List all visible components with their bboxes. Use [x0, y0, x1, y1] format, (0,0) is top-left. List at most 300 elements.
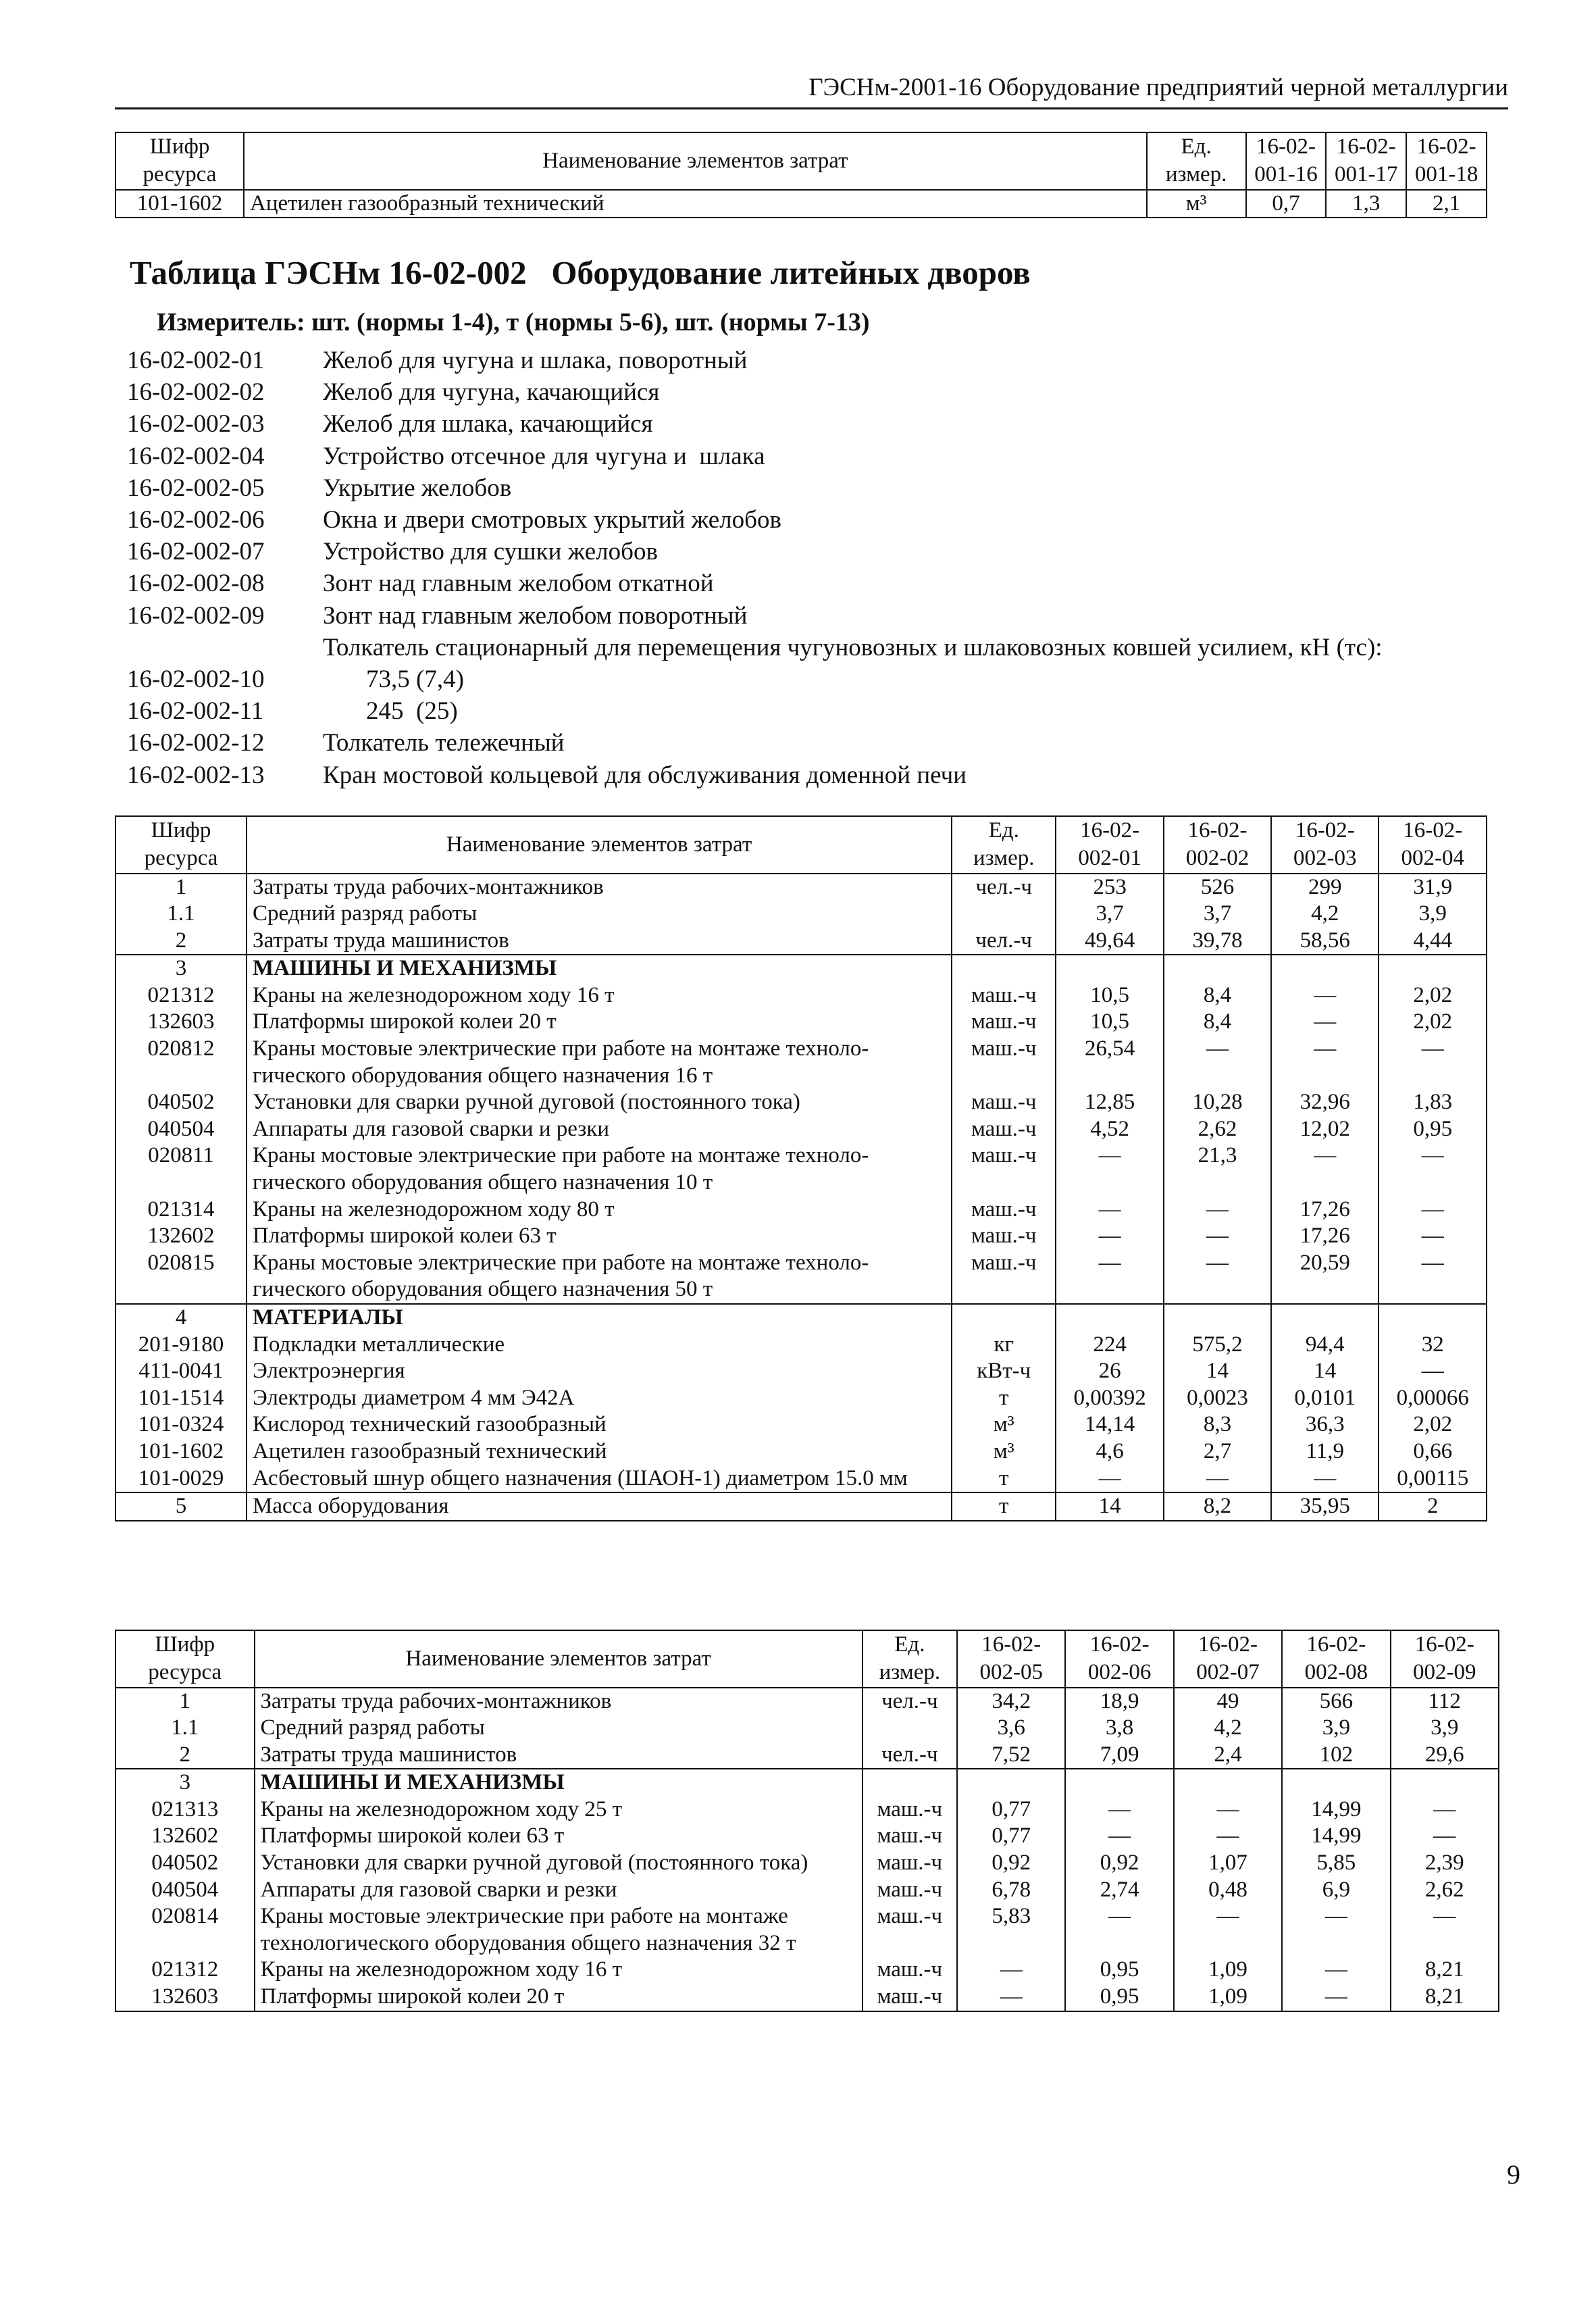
- unit: маш.-ч: [952, 1142, 1056, 1196]
- norm-value: 21,3: [1164, 1142, 1271, 1196]
- table-row: [115, 1116, 1487, 1143]
- resource-name: Краны на железнодорожном ходу 80 т: [247, 1197, 952, 1224]
- unit: т: [952, 1465, 1056, 1493]
- norm-value: —: [1065, 1796, 1173, 1823]
- header-code: Шифр ресурса: [115, 132, 244, 190]
- resource-code: 4: [115, 1304, 247, 1332]
- norm-value: 526: [1164, 874, 1271, 901]
- norm-value: —: [957, 1984, 1065, 2011]
- norm-text: Устройство для сушки желобов: [323, 538, 658, 566]
- norm-value: 10,5: [1056, 982, 1164, 1009]
- table-row: [115, 1142, 1487, 1196]
- resource-name: Установки для сварки ручной дуговой (постоянного тока): [247, 1089, 952, 1116]
- norm-value: —: [1065, 1903, 1173, 1957]
- unit: чел.-ч: [952, 928, 1056, 955]
- norm-value: —: [1056, 1465, 1164, 1493]
- resource-name: Платформы широкой колеи 63 т: [255, 1823, 863, 1850]
- resource-name: Краны на железнодорожном ходу 25 т: [255, 1796, 863, 1823]
- norm-value: 8,4: [1164, 982, 1271, 1009]
- norm-value: —: [1164, 1223, 1271, 1250]
- norm-value: 0,92: [957, 1850, 1065, 1877]
- resource-code: 2: [115, 1742, 255, 1769]
- norm-value: 0,95: [1065, 1984, 1173, 2011]
- norm-value: 35,95: [1271, 1492, 1379, 1521]
- norm-value: [1391, 1769, 1499, 1796]
- unit: маш.-ч: [952, 982, 1056, 1009]
- unit: маш.-ч: [863, 1877, 957, 1904]
- table-row: [115, 1715, 1499, 1742]
- cost-table-001: [115, 132, 1487, 218]
- table-header-row: [115, 132, 1487, 190]
- norm-text: Желоб для чугуна и шлака, поворотный: [323, 347, 748, 374]
- unit: кг: [952, 1332, 1056, 1359]
- header-norm-column: 16-02-002-04: [1379, 816, 1487, 874]
- table-row: [115, 1492, 1487, 1521]
- resource-code: 021312: [115, 982, 247, 1009]
- norm-value: —: [957, 1957, 1065, 1984]
- norm-value: —: [1379, 1250, 1487, 1304]
- header-code: Шифр ресурса: [115, 1630, 255, 1688]
- norm-code: 16-02-002-07: [127, 538, 265, 566]
- unit: м³: [952, 1411, 1056, 1438]
- resource-name: Электроэнергия: [247, 1358, 952, 1385]
- resource-name: Асбестовый шнур общего назначения (ШАОН-1) диаметром 15.0 мм: [247, 1465, 952, 1493]
- resource-name: Платформы широкой колеи 63 т: [247, 1223, 952, 1250]
- table-row: [115, 901, 1487, 928]
- table-row: [115, 1984, 1499, 2011]
- norm-value: 0,66: [1379, 1438, 1487, 1465]
- norm-value: 2,4: [1174, 1742, 1282, 1769]
- resource-code: 132603: [115, 1009, 247, 1036]
- table-row: [115, 1036, 1487, 1089]
- norm-value: —: [1379, 1223, 1487, 1250]
- norm-value: 6,9: [1282, 1877, 1390, 1904]
- header-norm-column: 16-02-002-03: [1271, 816, 1379, 874]
- unit: маш.-ч: [863, 1796, 957, 1823]
- norm-value: 1,09: [1174, 1957, 1282, 1984]
- norm-item: [127, 536, 1383, 568]
- norm-value: 1,09: [1174, 1984, 1282, 2011]
- norm-text: Устройство отсечное для чугуна и шлака: [323, 442, 765, 470]
- norm-value: 575,2: [1164, 1332, 1271, 1359]
- norm-value: 3,8: [1065, 1715, 1173, 1742]
- unit: маш.-ч: [863, 1957, 957, 1984]
- norm-value: 8,21: [1391, 1984, 1499, 2011]
- resource-name: Краны на железнодорожном ходу 16 т: [247, 982, 952, 1009]
- norm-value: 8,2: [1164, 1492, 1271, 1521]
- table-row: [115, 982, 1487, 1009]
- norm-code: 16-02-002-09: [127, 601, 265, 630]
- norm-value: 0,0101: [1271, 1385, 1379, 1412]
- norm-value: —: [1271, 1142, 1379, 1196]
- unit: [952, 1304, 1056, 1332]
- unit: маш.-ч: [952, 1009, 1056, 1036]
- resource-name: МАТЕРИАЛЫ: [247, 1304, 952, 1332]
- resource-code: 101-1602: [115, 190, 244, 218]
- norm-value: 36,3: [1271, 1411, 1379, 1438]
- resource-name: Подкладки металлические: [247, 1332, 952, 1359]
- norm-value: —: [1271, 982, 1379, 1009]
- resource-name: Краны мостовые электрические при работе на монтаже техноло-гического оборудования общего назначения 16 т: [247, 1036, 952, 1089]
- resource-code: 1: [115, 1688, 255, 1715]
- resource-code: 101-0324: [115, 1411, 247, 1438]
- header-norm-column: 16-02-001-16: [1246, 132, 1327, 190]
- norm-value: 0,77: [957, 1823, 1065, 1850]
- norm-text: Толкатель тележечный: [323, 729, 565, 757]
- norm-value: 7,52: [957, 1742, 1065, 1769]
- norm-value: 31,9: [1379, 874, 1487, 901]
- resource-code: 021314: [115, 1197, 247, 1224]
- norm-text: Укрытие желобов: [323, 474, 512, 502]
- page-number: 9: [1507, 2159, 1520, 2190]
- norm-value: 10,28: [1164, 1089, 1271, 1116]
- table-row: [115, 1250, 1487, 1304]
- header-norm-column: 16-02-001-17: [1326, 132, 1406, 190]
- measure-unit-line: Измеритель: шт. (нормы 1-4), т (нормы 5-6), шт. (нормы 7-13): [157, 308, 870, 336]
- norm-value: —: [1056, 1223, 1164, 1250]
- unit: маш.-ч: [952, 1250, 1056, 1304]
- norm-value: 0,95: [1065, 1957, 1173, 1984]
- table-row: [115, 1957, 1499, 1984]
- norm-item: [127, 376, 1383, 408]
- resource-code: 132603: [115, 1984, 255, 2011]
- norm-value: [1282, 1769, 1390, 1796]
- resource-code: 2: [115, 928, 247, 955]
- norm-value: [1379, 1304, 1487, 1332]
- norm-value: 4,44: [1379, 928, 1487, 955]
- table-header-row: [115, 1630, 1499, 1688]
- resource-code: 3: [115, 955, 247, 982]
- norm-value: 2,02: [1379, 1411, 1487, 1438]
- norm-value: 0,77: [957, 1796, 1065, 1823]
- resource-name: Аппараты для газовой сварки и резки: [255, 1877, 863, 1904]
- norm-value: 2: [1379, 1492, 1487, 1521]
- resource-name: Краны мостовые электрические при работе на монтаже техноло-гического оборудования общего назначения 50 т: [247, 1250, 952, 1304]
- norm-value: —: [1164, 1197, 1271, 1224]
- norm-item: [127, 600, 1383, 632]
- resource-name: Затраты труда машинистов: [247, 928, 952, 955]
- norm-item: [127, 759, 1383, 791]
- table-header-row: [115, 816, 1487, 874]
- table-row: [115, 1903, 1499, 1957]
- header-name: Наименование элементов затрат: [247, 816, 952, 874]
- norm-value: 12,02: [1271, 1116, 1379, 1143]
- resource-code: 411-0041: [115, 1358, 247, 1385]
- norm-item: [127, 441, 1383, 472]
- norm-code: 16-02-002-12: [127, 729, 265, 757]
- resource-name: Установки для сварки ручной дуговой (постоянного тока): [255, 1850, 863, 1877]
- resource-code: 040504: [115, 1877, 255, 1904]
- norm-value: 2,02: [1379, 982, 1487, 1009]
- header-norm-column: 16-02-002-01: [1056, 816, 1164, 874]
- resource-code: 132602: [115, 1223, 247, 1250]
- norm-value: 102: [1282, 1742, 1390, 1769]
- norm-value: [1056, 955, 1164, 982]
- resource-code: 101-0029: [115, 1465, 247, 1493]
- table-row: [115, 1358, 1487, 1385]
- norm-value: —: [1271, 1009, 1379, 1036]
- resource-code: 3: [115, 1769, 255, 1796]
- unit: маш.-ч: [952, 1036, 1056, 1089]
- table-row: [115, 1411, 1487, 1438]
- table-row: [115, 1742, 1499, 1769]
- unit: чел.-ч: [952, 874, 1056, 901]
- norm-value: 0,48: [1174, 1877, 1282, 1904]
- norm-value: [1174, 1769, 1282, 1796]
- norm-value: —: [1282, 1957, 1390, 1984]
- norm-item: [127, 727, 1383, 759]
- table-row: [115, 1438, 1487, 1465]
- resource-name: Аппараты для газовой сварки и резки: [247, 1116, 952, 1143]
- unit: т: [952, 1385, 1056, 1412]
- norm-value: —: [1379, 1142, 1487, 1196]
- header-norm-column: 16-02-002-07: [1174, 1630, 1282, 1688]
- unit: м³: [952, 1438, 1056, 1465]
- norm-value: [1164, 955, 1271, 982]
- resource-name: Электроды диаметром 4 мм Э42А: [247, 1385, 952, 1412]
- norm-value: 14,14: [1056, 1411, 1164, 1438]
- norm-value: 10,5: [1056, 1009, 1164, 1036]
- norm-code: 16-02-002-02: [127, 378, 265, 407]
- norm-value: 14,99: [1282, 1823, 1390, 1850]
- resource-code: 201-9180: [115, 1332, 247, 1359]
- resource-name: Масса оборудования: [247, 1492, 952, 1521]
- norm-value: 8,3: [1164, 1411, 1271, 1438]
- unit: маш.-ч: [952, 1197, 1056, 1224]
- norm-value: 2,74: [1065, 1877, 1173, 1904]
- resource-name: Краны на железнодорожном ходу 16 т: [255, 1957, 863, 1984]
- norm-value: 4,6: [1056, 1438, 1164, 1465]
- table-row: [115, 1877, 1499, 1904]
- norm-value: 299: [1271, 874, 1379, 901]
- norm-item: [127, 663, 1383, 695]
- resource-code: 5: [115, 1492, 247, 1521]
- header-name: Наименование элементов затрат: [255, 1630, 863, 1688]
- norm-value: [1379, 955, 1487, 982]
- header-name: Наименование элементов затрат: [244, 132, 1147, 190]
- table-row: [115, 1465, 1487, 1493]
- resource-name: Ацетилен газообразный технический: [244, 190, 1147, 218]
- norms-list: [127, 345, 1383, 791]
- norm-value: 566: [1282, 1688, 1390, 1715]
- unit: маш.-ч: [952, 1089, 1056, 1116]
- norm-value: —: [1391, 1823, 1499, 1850]
- norm-text: Желоб для чугуна, качающийся: [323, 378, 660, 407]
- resource-code: 101-1602: [115, 1438, 247, 1465]
- norm-code: [127, 632, 323, 663]
- norm-value: 14: [1271, 1358, 1379, 1385]
- norm-value: 224: [1056, 1332, 1164, 1359]
- norm-value: 94,4: [1271, 1332, 1379, 1359]
- norm-value: [957, 1769, 1065, 1796]
- norm-value: 39,78: [1164, 928, 1271, 955]
- table-row: [115, 1332, 1487, 1359]
- norm-value: —: [1056, 1197, 1164, 1224]
- resource-name: Средний разряд работы: [255, 1715, 863, 1742]
- table-row: [115, 1688, 1499, 1715]
- norm-value: —: [1164, 1036, 1271, 1089]
- norm-item: [127, 695, 1383, 727]
- norm-value: 0,00115: [1379, 1465, 1487, 1493]
- norm-value: 4,2: [1271, 901, 1379, 928]
- table-row: [115, 190, 1487, 218]
- norm-item: [127, 408, 1383, 440]
- table-row: [115, 1089, 1487, 1116]
- unit: кВт-ч: [952, 1358, 1056, 1385]
- norm-item: [127, 568, 1383, 599]
- unit: маш.-ч: [863, 1903, 957, 1957]
- norm-value: 11,9: [1271, 1438, 1379, 1465]
- norm-value: 20,59: [1271, 1250, 1379, 1304]
- norm-text: Толкатель стационарный для перемещения чугуновозных и шлаковозных ковшей усилием, кН (тс):: [323, 633, 1383, 661]
- norm-value: 34,2: [957, 1688, 1065, 1715]
- resource-code: 020812: [115, 1036, 247, 1089]
- norm-value: 2,7: [1164, 1438, 1271, 1465]
- table-row: [115, 1796, 1499, 1823]
- resource-code: 040502: [115, 1089, 247, 1116]
- table-row: [115, 1223, 1487, 1250]
- norm-value: 32,96: [1271, 1089, 1379, 1116]
- norm-value: 14: [1056, 1492, 1164, 1521]
- norm-item: [127, 632, 1383, 663]
- unit: [863, 1715, 957, 1742]
- norm-value: [1065, 1769, 1173, 1796]
- table-row: [115, 1850, 1499, 1877]
- norm-item: [127, 504, 1383, 536]
- norm-value: 1,07: [1174, 1850, 1282, 1877]
- resource-code: 101-1514: [115, 1385, 247, 1412]
- norm-value: 0,7: [1246, 190, 1327, 218]
- resource-name: МАШИНЫ И МЕХАНИЗМЫ: [247, 955, 952, 982]
- unit: маш.-ч: [863, 1850, 957, 1877]
- header-unit: Ед. измер.: [863, 1630, 957, 1688]
- norm-value: 8,4: [1164, 1009, 1271, 1036]
- norm-code: 16-02-002-11: [127, 697, 264, 726]
- header-norm-column: 16-02-002-06: [1065, 1630, 1173, 1688]
- norm-value: 0,95: [1379, 1116, 1487, 1143]
- norm-value: 6,78: [957, 1877, 1065, 1904]
- resource-code: 020811: [115, 1142, 247, 1196]
- norm-code: 16-02-002-06: [127, 506, 265, 534]
- table-row: [115, 1769, 1499, 1796]
- unit: [952, 955, 1056, 982]
- header-norm-column: 16-02-002-08: [1282, 1630, 1390, 1688]
- resource-code: 040502: [115, 1850, 255, 1877]
- norm-value: —: [1174, 1823, 1282, 1850]
- norm-value: —: [1056, 1250, 1164, 1304]
- resource-name: Кислород технический газообразный: [247, 1411, 952, 1438]
- norm-value: —: [1164, 1465, 1271, 1493]
- norm-value: —: [1282, 1984, 1390, 2011]
- norm-value: —: [1391, 1796, 1499, 1823]
- norm-value: —: [1271, 1465, 1379, 1493]
- norm-value: 26: [1056, 1358, 1164, 1385]
- norm-value: [1271, 955, 1379, 982]
- table-row: [115, 874, 1487, 901]
- norm-value: 17,26: [1271, 1223, 1379, 1250]
- unit: маш.-ч: [952, 1116, 1056, 1143]
- page-header: ГЭСНм-2001-16 Оборудование предприятий черной металлургии: [115, 73, 1508, 109]
- resource-code: 021313: [115, 1796, 255, 1823]
- norm-code: 16-02-002-10: [127, 665, 265, 694]
- norm-value: —: [1174, 1903, 1282, 1957]
- norm-text: Кран мостовой кольцевой для обслуживания доменной печи: [323, 761, 967, 789]
- resource-name: Ацетилен газообразный технический: [247, 1438, 952, 1465]
- table-row: [115, 1197, 1487, 1224]
- table-row: [115, 1385, 1487, 1412]
- norm-value: —: [1379, 1036, 1487, 1089]
- norm-value: 14: [1164, 1358, 1271, 1385]
- table-row: [115, 955, 1487, 982]
- norm-value: 253: [1056, 874, 1164, 901]
- resource-name: Затраты труда рабочих-монтажников: [247, 874, 952, 901]
- norm-value: 5,85: [1282, 1850, 1390, 1877]
- norm-value: 17,26: [1271, 1197, 1379, 1224]
- resource-name: Затраты труда машинистов: [255, 1742, 863, 1769]
- header-norm-column: 16-02-002-09: [1391, 1630, 1499, 1688]
- norm-text: Окна и двери смотровых укрытий желобов: [323, 506, 781, 534]
- table-row: [115, 928, 1487, 955]
- norm-code: 16-02-002-08: [127, 570, 265, 598]
- resource-name: МАШИНЫ И МЕХАНИЗМЫ: [255, 1769, 863, 1796]
- norm-item: [127, 472, 1383, 504]
- norm-value: 0,0023: [1164, 1385, 1271, 1412]
- norm-value: 4,52: [1056, 1116, 1164, 1143]
- norm-value: 0,92: [1065, 1850, 1173, 1877]
- norm-value: 1,3: [1326, 190, 1406, 218]
- norm-value: 29,6: [1391, 1742, 1499, 1769]
- resource-code: 1: [115, 874, 247, 901]
- norm-value: 5,83: [957, 1903, 1065, 1957]
- unit: чел.-ч: [863, 1688, 957, 1715]
- header-code: Шифр ресурса: [115, 816, 247, 874]
- resource-code: 132602: [115, 1823, 255, 1850]
- norm-value: 2,62: [1391, 1877, 1499, 1904]
- norm-text: Зонт над главным желобом откатной: [323, 570, 714, 598]
- norm-text: Желоб для шлака, качающийся: [323, 410, 653, 438]
- resource-name: Платформы широкой колеи 20 т: [255, 1984, 863, 2011]
- norm-value: —: [1379, 1197, 1487, 1224]
- norm-value: —: [1065, 1823, 1173, 1850]
- unit: маш.-ч: [863, 1823, 957, 1850]
- norm-value: 3,6: [957, 1715, 1065, 1742]
- norm-value: —: [1056, 1142, 1164, 1196]
- resource-code: 020814: [115, 1903, 255, 1957]
- cost-table-002-part1: [115, 815, 1487, 1521]
- header-norm-column: 16-02-002-05: [957, 1630, 1065, 1688]
- norm-text: 245 (25): [366, 697, 458, 726]
- norm-item: [127, 345, 1383, 376]
- norm-value: 0,00392: [1056, 1385, 1164, 1412]
- norm-value: 0,00066: [1379, 1385, 1487, 1412]
- unit: м³: [1147, 190, 1246, 218]
- norm-value: 2,39: [1391, 1850, 1499, 1877]
- norm-value: 3,9: [1282, 1715, 1390, 1742]
- norm-value: —: [1379, 1358, 1487, 1385]
- norm-value: [1056, 1304, 1164, 1332]
- norm-value: —: [1282, 1903, 1390, 1957]
- resource-name: Краны мостовые электрические при работе на монтаже технологического оборудования общего назначения 32 т: [255, 1903, 863, 1957]
- unit: чел.-ч: [863, 1742, 957, 1769]
- norm-value: 12,85: [1056, 1089, 1164, 1116]
- norm-value: 58,56: [1271, 928, 1379, 955]
- norm-value: —: [1174, 1796, 1282, 1823]
- norm-value: 112: [1391, 1688, 1499, 1715]
- norm-code: 16-02-002-03: [127, 410, 265, 438]
- norm-value: 18,9: [1065, 1688, 1173, 1715]
- unit: т: [952, 1492, 1056, 1521]
- resource-code: 040504: [115, 1116, 247, 1143]
